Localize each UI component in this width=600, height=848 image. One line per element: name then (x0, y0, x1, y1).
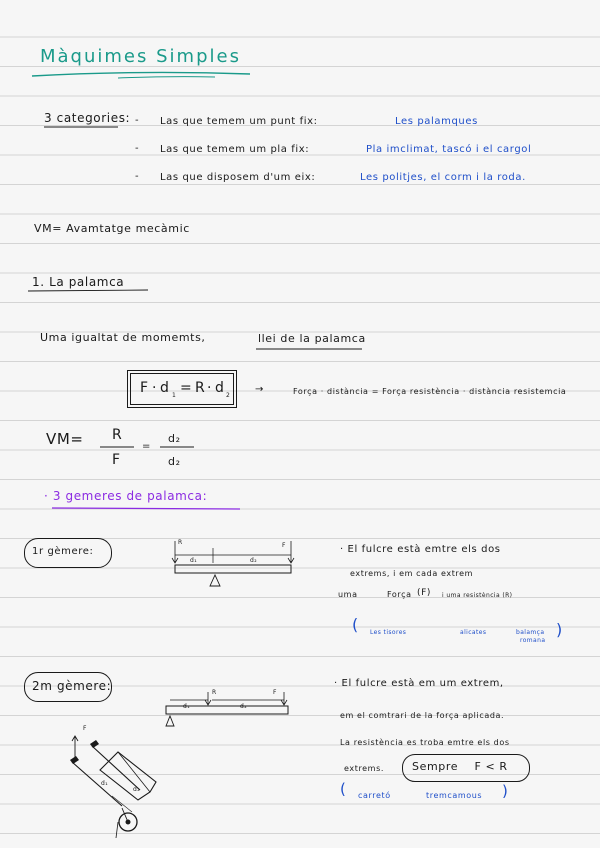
categories-label: 3 categories: (44, 111, 131, 125)
genre-2-rule: Sempre F < R (412, 760, 508, 773)
genre-1-text-5: (F) (417, 588, 431, 598)
formula-r: R (195, 380, 206, 396)
wheelbarrow-d1: d₁ (101, 780, 109, 787)
genre-1-example-c: balamça (516, 629, 545, 636)
genre-1-text-6: i uma resistència (R) (442, 592, 513, 599)
genre-2-text-4: extrems. (344, 764, 384, 773)
formula-explanation: Força · distància = Força resistència · distància resistemcia (293, 387, 567, 396)
vm-formula-den2: d₂ (168, 455, 181, 468)
genre-1-text-3: uma (338, 590, 358, 599)
category-item-1-prefix: Las que temem um punt fix: (160, 116, 318, 127)
category-item-3-prefix: Las que disposem d'um eix: (160, 172, 316, 183)
vm-formula-equals: = (142, 441, 151, 452)
category-item-3-example: Les politjes, el corm i la roda. (360, 172, 526, 183)
formula-arrow: → (255, 384, 264, 395)
genre-2-label: 2m gèmere: (32, 679, 112, 693)
wheelbarrow-d2: d₂ (133, 786, 141, 793)
genre-2-examples-open: ( (340, 780, 347, 798)
genre-1-example-c2: romana (520, 637, 546, 644)
genre-1-label: 1r gèmere: (32, 546, 94, 557)
category-item-1-example: Les palamques (395, 116, 478, 127)
formula-d2-sub: 2 (226, 392, 231, 399)
genre-2-text-3: La resistència es troba emtre els dos (340, 738, 510, 747)
genres-heading: · 3 gemeres de palamca: (44, 489, 208, 503)
page-title: Màquimes Simples (40, 46, 241, 67)
law-name: llei de la palamca (258, 332, 366, 345)
vm-formula-den1: F (112, 452, 122, 468)
genre-2-diagram-r: R (212, 689, 217, 696)
wheelbarrow-f: F (83, 725, 87, 732)
genre-2-example-b: tremcamous (426, 791, 483, 800)
genre-1-examples-open: ( (352, 615, 359, 634)
formula-equals: = (180, 380, 193, 396)
formula-f: F (140, 380, 150, 396)
category-item-3-bullet: - (135, 171, 140, 182)
genre-2-diagram-d2: d₂ (240, 703, 248, 710)
formula-dot-2: · (207, 380, 213, 396)
genre-2-diagram-d1: d₁ (183, 703, 191, 710)
vm-formula-num2: d₂ (168, 432, 181, 445)
vm-definition: VM= Avamtatge mecàmic (34, 222, 190, 235)
genre-2-text-1: · El fulcre està em um extrem, (334, 678, 504, 689)
law-intro: Uma igualtat de momemts, (40, 331, 206, 344)
vm-formula-num1: R (112, 427, 123, 443)
category-item-1-bullet: - (135, 115, 140, 126)
genre-1-text-1: · El fulcre està emtre els dos (340, 544, 501, 555)
genre-1-example-b: alicates (460, 629, 487, 636)
genre-2-text-2: em el comtrari de la força aplicada. (340, 711, 505, 720)
genre-1-text-2: extrems, i em cada extrem (350, 569, 474, 578)
genre-1-examples-close: ) (556, 620, 563, 639)
formula-d1-sub: 1 (172, 392, 177, 399)
genre-2-examples-close: ) (502, 782, 509, 800)
formula-d1: d (160, 380, 170, 396)
genre-1-diagram-d1: d₁ (190, 557, 198, 564)
genre-1-diagram-r: R (178, 539, 183, 546)
category-item-2-prefix: Las que temem um pla fix: (160, 144, 310, 155)
formula-dot-1: · (152, 380, 158, 396)
genre-2-diagram-f: F (273, 689, 277, 696)
genre-1-diagram-f: F (282, 542, 286, 549)
vm-formula-lhs: VM= (46, 430, 84, 448)
category-item-2-example: Pla imclimat, tascó i el cargol (366, 144, 532, 155)
genre-1-text-4: Força (387, 590, 412, 599)
section-1-heading: 1. La palamca (32, 275, 125, 289)
genre-2-example-a: carretó (358, 791, 391, 800)
formula-d2: d (215, 380, 225, 396)
genre-1-diagram-d2: d₂ (250, 557, 258, 564)
genre-1-example-a: Les tisores (370, 629, 407, 636)
category-item-2-bullet: - (135, 143, 140, 154)
